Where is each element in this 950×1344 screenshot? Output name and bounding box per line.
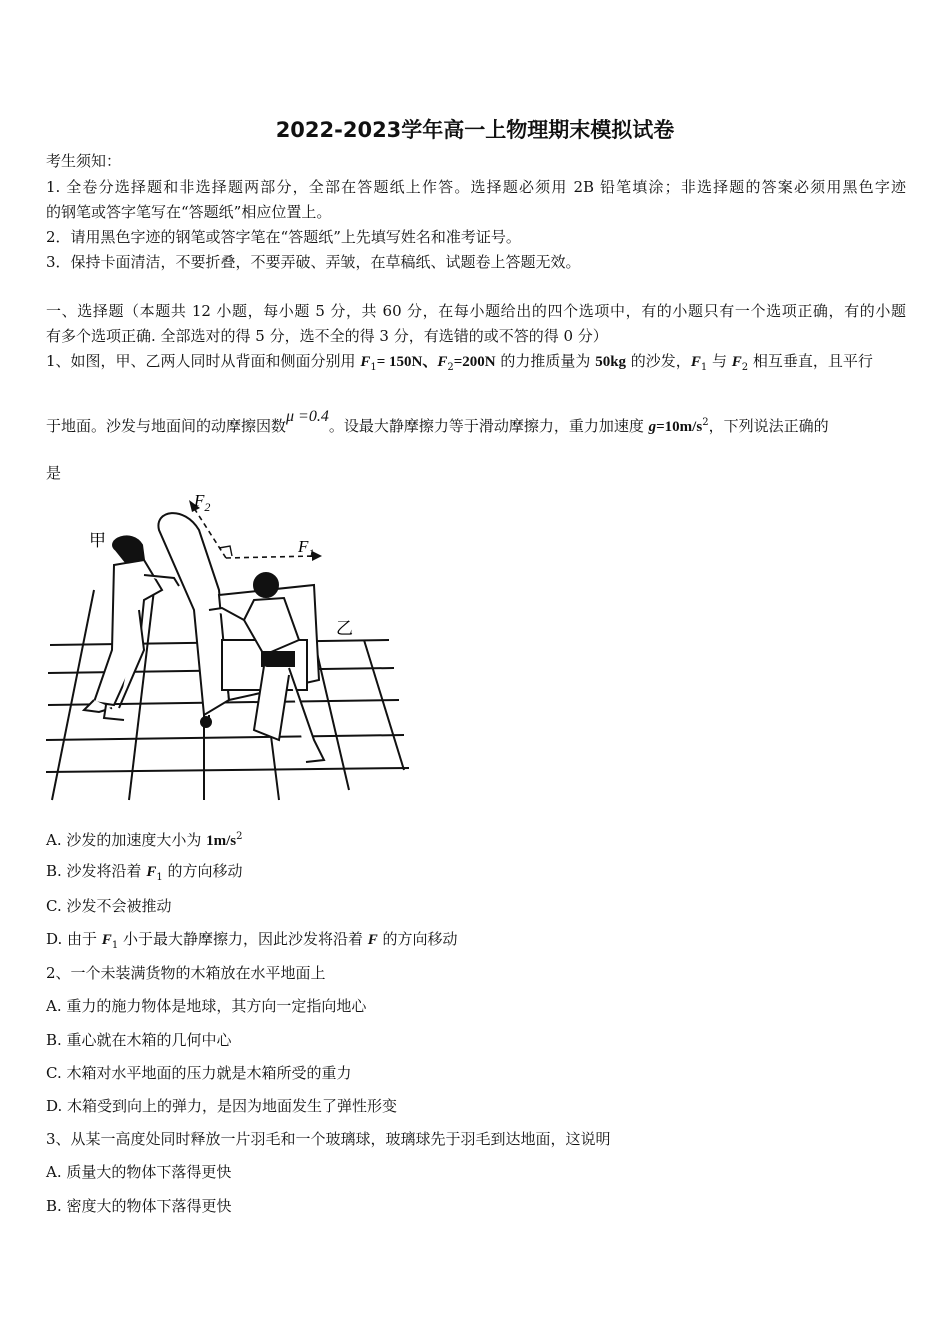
q2-option-c: C. 木箱对水平地面的压力就是木箱所受的重力 xyxy=(46,1064,352,1082)
q2-option-b: B. 重心就在木箱的几何中心 xyxy=(46,1031,232,1049)
section-instructions-a: 一、选择题（本题共 12 小题，每小题 5 分，共 60 分，在每小题给出的四个选项中，有的小题只有一个选项正确，有的小题 xyxy=(46,302,906,320)
notice-item-2: 2．请用黑色字迹的钢笔或答字笔在“答题纸”上先填写姓名和准考证号。 xyxy=(46,228,521,246)
notice-item-3: 3．保持卡面清洁，不要折叠，不要弄破、弄皱，在草稿纸、试题卷上答题无效。 xyxy=(46,253,581,271)
label-F1: $F_1$ xyxy=(298,537,315,560)
label-F2: $F_2$ xyxy=(194,491,211,514)
mu-formula: μ =0.4 xyxy=(286,408,329,425)
q2-stem: 2、一个未装满货物的木箱放在水平地面上 xyxy=(46,964,326,982)
force-arrows xyxy=(194,508,314,558)
q3-option-b: B. 密度大的物体下落得更快 xyxy=(46,1197,232,1215)
q2-option-a: A. 重力的施力物体是地球，其方向一定指向地心 xyxy=(46,997,367,1015)
q1-line-3: 是 xyxy=(46,464,62,482)
notice-item-1b: 的钢笔或答字笔写在“答题纸”相应位置上。 xyxy=(46,203,332,221)
notice-heading: 考生须知： xyxy=(46,152,122,170)
sofa-push-figure xyxy=(44,490,414,805)
q2-option-d: D. 木箱受到向上的弹力，是因为地面发生了弹性形变 xyxy=(46,1097,398,1115)
q1-line-1: 1、如图，甲、乙两人同时从背面和侧面分别用 $F_1= 150N$、$F_2=200N$ 的力推质量为 50kg 的沙发，$F_1$ 与 $F_2$ 相互垂直，且平行 xyxy=(46,352,873,373)
section-instructions-b: 有多个选项正确. 全部选对的得 5 分，选不全的得 3 分，有选错的或不答的得 0 分） xyxy=(46,327,608,345)
q1-option-a: A. 沙发的加速度大小为 $1m/s^2$ xyxy=(46,831,243,849)
q1-option-c: C. 沙发不会被推动 xyxy=(46,897,172,915)
q1-line-2: 于地面。沙发与地面间的动摩擦因数μ =0.4。设最大静摩擦力等于滑动摩擦力，重力加速度 $g=10m/s^2$，下列说法正确的 xyxy=(46,408,829,435)
person-jia-icon xyxy=(84,536,179,720)
q1-option-d: D. 由于 $F_1$ 小于最大静摩擦力，因此沙发将沿着 F 的方向移动 xyxy=(46,930,458,951)
page-title: 2022-2023学年高一上物理期末模拟试卷 xyxy=(275,118,675,142)
q3-option-a: A. 质量大的物体下落得更快 xyxy=(46,1163,232,1181)
q3-stem: 3、从某一高度处同时释放一片羽毛和一个玻璃球，玻璃球先于羽毛到达地面，这说明 xyxy=(46,1130,611,1148)
right-angle-mark xyxy=(219,546,232,556)
label-yi: 乙 xyxy=(336,619,353,639)
notice-item-1a: 1. 全卷分选择题和非选择题两部分，全部在答题纸上作答。选择题必须用 2B 铅笔填涂；非选择题的答案必须用黑色字迹 xyxy=(46,178,906,196)
label-jia: 甲 xyxy=(89,531,106,551)
q1-option-b: B. 沙发将沿着 $F_1$ 的方向移动 xyxy=(46,862,243,883)
